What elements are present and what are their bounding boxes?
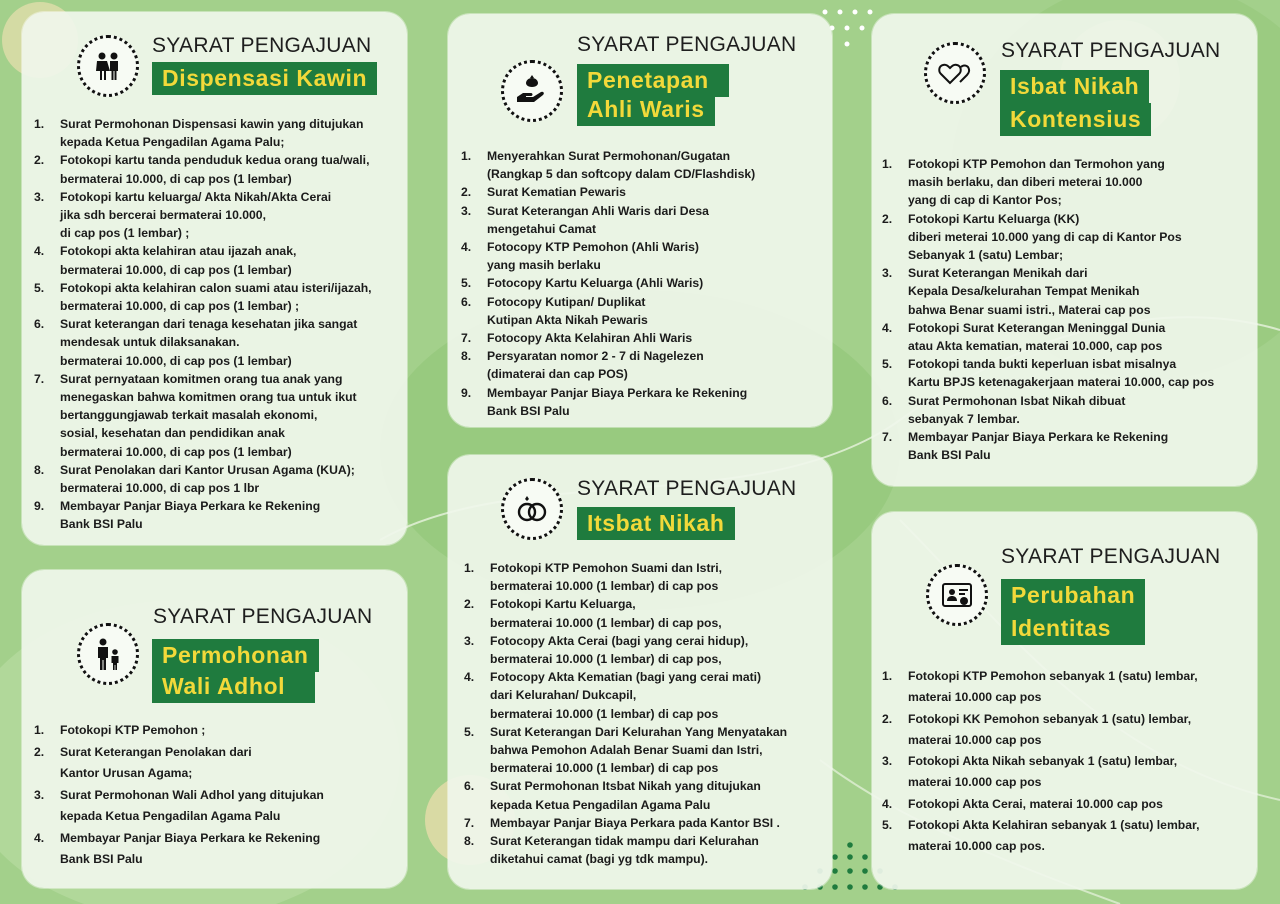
card-heading: SYARAT PENGAJUAN — [153, 605, 373, 628]
requirement-item — [461, 384, 826, 420]
requirement-item — [34, 720, 394, 742]
requirement-number: 7. — [882, 430, 893, 445]
requirement-text: Membayar Panjar Biaya Perkara pada Kantor BSI . — [490, 815, 780, 830]
requirement-item — [464, 595, 829, 631]
requirement-number: 6. — [464, 779, 475, 794]
requirement-number: 6. — [34, 317, 45, 332]
requirement-number: 2. — [882, 711, 893, 726]
requirement-item — [882, 264, 1254, 319]
requirement-item — [882, 210, 1254, 265]
requirement-item — [34, 242, 406, 278]
requirement-text: Fotokopi KTP Pemohon sebanyak 1 (satu) lembar, materai 10.000 cap pos — [908, 669, 1198, 705]
requirement-item — [461, 274, 826, 292]
requirement-number: 9. — [34, 499, 45, 514]
requirement-number: 3. — [34, 189, 45, 204]
requirement-number: 6. — [461, 294, 472, 309]
requirement-number: 4. — [34, 830, 45, 845]
requirement-text: Surat Permohonan Itsbat Nikah yang ditujukan kepada Ketua Pengadilan Agama Palu — [490, 779, 761, 812]
requirement-text: Surat Permohonan Isbat Nikah dibuat sebanyak 7 lembar. — [908, 393, 1126, 426]
requirement-number: 3. — [461, 203, 472, 218]
requirement-item — [34, 497, 406, 533]
requirement-number: 1. — [882, 157, 893, 171]
requirement-number: 1. — [461, 149, 472, 163]
card-isbat-nikah-kontensius — [872, 14, 1257, 486]
requirement-text: Fotocopy KTP Pemohon (Ahli Waris) yang masih berlaku — [487, 240, 699, 273]
requirement-number: 3. — [464, 633, 475, 648]
requirement-text: Fotokopi KTP Pemohon ; — [60, 723, 206, 737]
requirement-list — [882, 666, 1252, 858]
requirement-item — [882, 355, 1254, 391]
requirement-number: 3. — [882, 266, 893, 281]
card-permohonan-wali-adhol — [22, 570, 407, 888]
requirement-list — [34, 115, 406, 534]
requirement-item — [34, 742, 394, 785]
requirement-item — [882, 428, 1254, 464]
requirement-list — [464, 559, 829, 868]
requirement-number: 8. — [461, 349, 472, 364]
requirement-number: 2. — [34, 153, 45, 168]
requirement-number: 1. — [34, 723, 45, 737]
requirement-number: 2. — [461, 185, 472, 200]
requirement-text: Surat Keterangan Menikah dari Kepala Desa/kelurahan Tempat Menikah bahwa Benar suami istri., Materai cap pos — [908, 266, 1151, 317]
requirement-item — [464, 723, 829, 778]
requirement-number: 7. — [461, 331, 472, 346]
requirement-text: Fotokopi Surat Keterangan Meninggal Dunia atau Akta kematian, materai 10.000, cap pos — [908, 320, 1166, 354]
requirement-item — [461, 329, 826, 347]
card-title-line-1: Perubahan — [1001, 579, 1145, 612]
requirement-text: Fotocopy Akta Kematian (bagi yang cerai mati) dari Kelurahan/ Dukcapil, bermaterai 10.000 (1 lembar) di cap pos — [490, 670, 762, 721]
requirement-item — [464, 632, 829, 668]
requirement-number: 4. — [34, 244, 45, 259]
requirement-text: Fotokopi KK Pemohon sebanyak 1 (satu) lembar, materai 10.000 cap pos — [908, 711, 1192, 747]
requirement-item — [882, 666, 1252, 709]
requirement-text: Fotokopi tanda bukti keperluan isbat misalnya Kartu BPJS ketenagakerjaan materai 10.000, cap pos — [908, 357, 1215, 390]
requirement-number: 8. — [34, 462, 45, 477]
requirement-item — [464, 668, 829, 723]
requirement-text: Fotokopi kartu keluarga/ Akta Nikah/Akta Cerai jika sdh bercerai bermaterai 10.000, di cap pos (1 lembar) ; — [60, 189, 332, 241]
requirement-item — [882, 794, 1252, 815]
card-heading: SYARAT PENGAJUAN — [577, 33, 797, 56]
couple-icon — [77, 35, 139, 97]
requirement-number: 5. — [461, 276, 472, 291]
requirement-item — [34, 151, 406, 187]
requirement-item — [34, 279, 406, 315]
requirement-list — [882, 155, 1254, 464]
requirement-number: 5. — [882, 818, 893, 833]
requirement-text: Membayar Panjar Biaya Perkara ke Rekening Bank BSI Palu — [60, 830, 321, 866]
card-heading: SYARAT PENGAJUAN — [1001, 545, 1221, 568]
requirement-number: 7. — [34, 371, 45, 386]
card-heading: SYARAT PENGAJUAN — [1001, 39, 1221, 62]
requirement-text: Surat Permohonan Wali Adhol yang ditujukan kepada Ketua Pengadilan Agama Palu — [60, 787, 324, 823]
requirement-text: Surat Keterangan Dari Kelurahan Yang Menyatakan bahwa Pemohon Adalah Benar Suami dan Istri, bermaterai 10.000 (1 lembar) di cap pos — [490, 724, 788, 776]
requirement-number: 1. — [34, 117, 45, 131]
card-title-line-2: Wali Adhol — [152, 670, 315, 703]
card-dispensasi-kawin — [22, 12, 407, 545]
requirement-number: 1. — [882, 669, 893, 683]
card-title-line-1: Permohonan — [152, 639, 319, 672]
requirement-number: 2. — [882, 211, 893, 226]
card-penetapan-ahli-waris — [448, 14, 832, 427]
requirement-number: 3. — [882, 754, 893, 769]
card-heading: SYARAT PENGAJUAN — [152, 34, 372, 57]
requirement-text: Surat Keterangan Penolakan dari Kantor Urusan Agama; — [60, 744, 252, 780]
card-title-line-2: Ahli Waris — [577, 93, 715, 126]
requirement-text: Surat Penolakan dari Kantor Urusan Agama (KUA); bermaterai 10.000, di cap pos 1 lbr — [60, 462, 355, 496]
requirement-text: Menyerahkan Surat Permohonan/Gugatan (Rangkap 5 dan softcopy dalam CD/Flashdisk) — [487, 149, 756, 182]
requirement-text: Fotokopi Akta Kelahiran sebanyak 1 (satu) lembar, materai 10.000 cap pos. — [908, 818, 1200, 854]
requirement-text: Fotocopy Akta Kelahiran Ahli Waris — [487, 331, 693, 346]
requirement-text: Membayar Panjar Biaya Perkara ke Rekening Bank BSI Palu — [487, 385, 748, 418]
requirement-number: 2. — [464, 597, 475, 612]
requirement-item — [34, 315, 406, 370]
card-title: Dispensasi Kawin — [152, 62, 377, 95]
requirement-text: Fotokopi Akta Nikah sebanyak 1 (satu) lembar, materai 10.000 cap pos — [908, 754, 1178, 790]
requirement-item — [461, 293, 826, 329]
requirement-text: Membayar Panjar Biaya Perkara ke Rekening Bank BSI Palu — [60, 499, 321, 532]
requirement-text: Fotokopi Akta Cerai, materai 10.000 cap pos — [908, 796, 1163, 811]
requirement-number: 2. — [34, 744, 45, 759]
requirement-item — [461, 347, 826, 383]
requirement-number: 1. — [464, 561, 475, 575]
requirement-item — [461, 183, 826, 201]
requirement-number: 5. — [34, 280, 45, 295]
requirement-item — [882, 709, 1252, 752]
requirement-item — [882, 155, 1254, 210]
requirement-number: 9. — [461, 385, 472, 400]
requirement-item — [882, 751, 1252, 794]
requirement-item — [882, 392, 1254, 428]
requirement-item — [461, 238, 826, 274]
card-title-line-2: Identitas — [1001, 612, 1145, 645]
requirement-text: Membayar Panjar Biaya Perkara ke Rekening Bank BSI Palu — [908, 430, 1169, 463]
requirement-text: Fotocopy Kutipan/ Duplikat Kutipan Akta Nikah Pewaris — [487, 294, 648, 327]
requirement-item — [461, 202, 826, 238]
requirement-text: Surat pernyataan komitmen orang tua anak yang menegaskan bahwa komitmen orang tua untuk ikut bertanggungjawab terkait masalah ekonomi, sosial, kesehatan dan pendidikan anak bermaterai 10.000, di cap pos (1 lembar) — [60, 371, 357, 459]
parent-child-icon — [77, 623, 139, 685]
card-title-line-1: Penetapan — [577, 64, 729, 97]
requirement-number: 4. — [464, 670, 475, 685]
requirement-text: Surat keterangan dari tenaga kesehatan jika sangat mendesak untuk dilaksanakan. bermaterai 10.000, di cap pos (1 lembar) — [60, 317, 358, 368]
requirement-list — [461, 147, 826, 420]
requirement-text: Fotocopy Kartu Keluarga (Ahli Waris) — [487, 276, 704, 291]
requirement-number: 8. — [464, 834, 475, 849]
requirement-item — [34, 461, 406, 497]
requirement-text: Fotokopi akta kelahiran calon suami atau isteri/ijazah, bermaterai 10.000, di cap pos (1 lembar) ; — [60, 280, 372, 314]
id-card-icon — [926, 564, 988, 626]
requirement-text: Fotokopi Kartu Keluarga, bermaterai 10.000 (1 lembar) di cap pos, — [490, 597, 722, 630]
requirement-item — [34, 188, 406, 243]
requirement-number: 4. — [882, 796, 893, 811]
requirement-text: Fotokopi kartu tanda penduduk kedua orang tua/wali, bermaterai 10.000, di cap pos (1 lembar) — [60, 153, 370, 186]
requirement-text: Fotocopy Akta Cerai (bagi yang cerai hidup), bermaterai 10.000 (1 lembar) di cap pos, — [490, 633, 749, 667]
rings-icon — [501, 478, 563, 540]
requirement-number: 6. — [882, 393, 893, 408]
requirement-item — [34, 115, 406, 151]
requirement-list — [34, 720, 394, 871]
requirement-number: 5. — [464, 724, 475, 739]
card-title-line-1: Isbat Nikah — [1000, 70, 1149, 103]
requirement-number: 7. — [464, 815, 475, 830]
card-title-line-2: Kontensius — [1000, 103, 1151, 136]
requirement-text: Fotokopi KTP Pemohon Suami dan Istri, bermaterai 10.000 (1 lembar) di cap pos — [490, 561, 723, 594]
requirement-item — [464, 777, 829, 813]
requirement-text: Persyaratan nomor 2 - 7 di Nagelezen (dimaterai dan cap POS) — [487, 349, 704, 382]
requirement-item — [464, 814, 829, 832]
requirement-item — [34, 828, 394, 871]
requirement-text: Fotokopi KTP Pemohon dan Termohon yang masih berlaku, dan diberi meterai 10.000 yang di cap di Kantor Pos; — [908, 157, 1165, 208]
hearts-icon — [924, 42, 986, 104]
card-perubahan-identitas — [872, 512, 1257, 889]
requirement-item — [882, 319, 1254, 355]
card-heading: SYARAT PENGAJUAN — [577, 477, 797, 500]
card-itsbat-nikah — [448, 455, 832, 889]
requirement-number: 5. — [882, 357, 893, 372]
requirement-text: Surat Keterangan Ahli Waris dari Desa mengetahui Camat — [487, 203, 709, 236]
requirement-item — [464, 559, 829, 595]
requirement-text: Surat Kematian Pewaris — [487, 185, 626, 200]
requirement-text: Fotokopi Kartu Keluarga (KK) diberi meterai 10.000 yang di cap di Kantor Pos Sebanyak 1 (satu) Lembar; — [908, 211, 1182, 263]
card-title: Itsbat Nikah — [577, 507, 735, 540]
requirement-item — [34, 785, 394, 828]
hand-giving-icon — [501, 60, 563, 122]
requirement-item — [461, 147, 826, 183]
requirement-number: 4. — [882, 320, 893, 335]
requirement-item — [34, 370, 406, 461]
requirement-text: Surat Permohonan Dispensasi kawin yang ditujukan kepada Ketua Pengadilan Agama Palu; — [60, 117, 364, 150]
requirement-text: Surat Keterangan tidak mampu dari Kelurahan diketahui camat (bagi yg tdk mampu). — [490, 834, 759, 867]
requirement-item — [464, 832, 829, 868]
requirement-text: Fotokopi akta kelahiran atau ijazah anak, bermaterai 10.000, di cap pos (1 lembar) — [60, 244, 297, 277]
requirement-number: 4. — [461, 240, 472, 255]
requirement-item — [882, 815, 1252, 858]
requirement-number: 3. — [34, 787, 45, 802]
